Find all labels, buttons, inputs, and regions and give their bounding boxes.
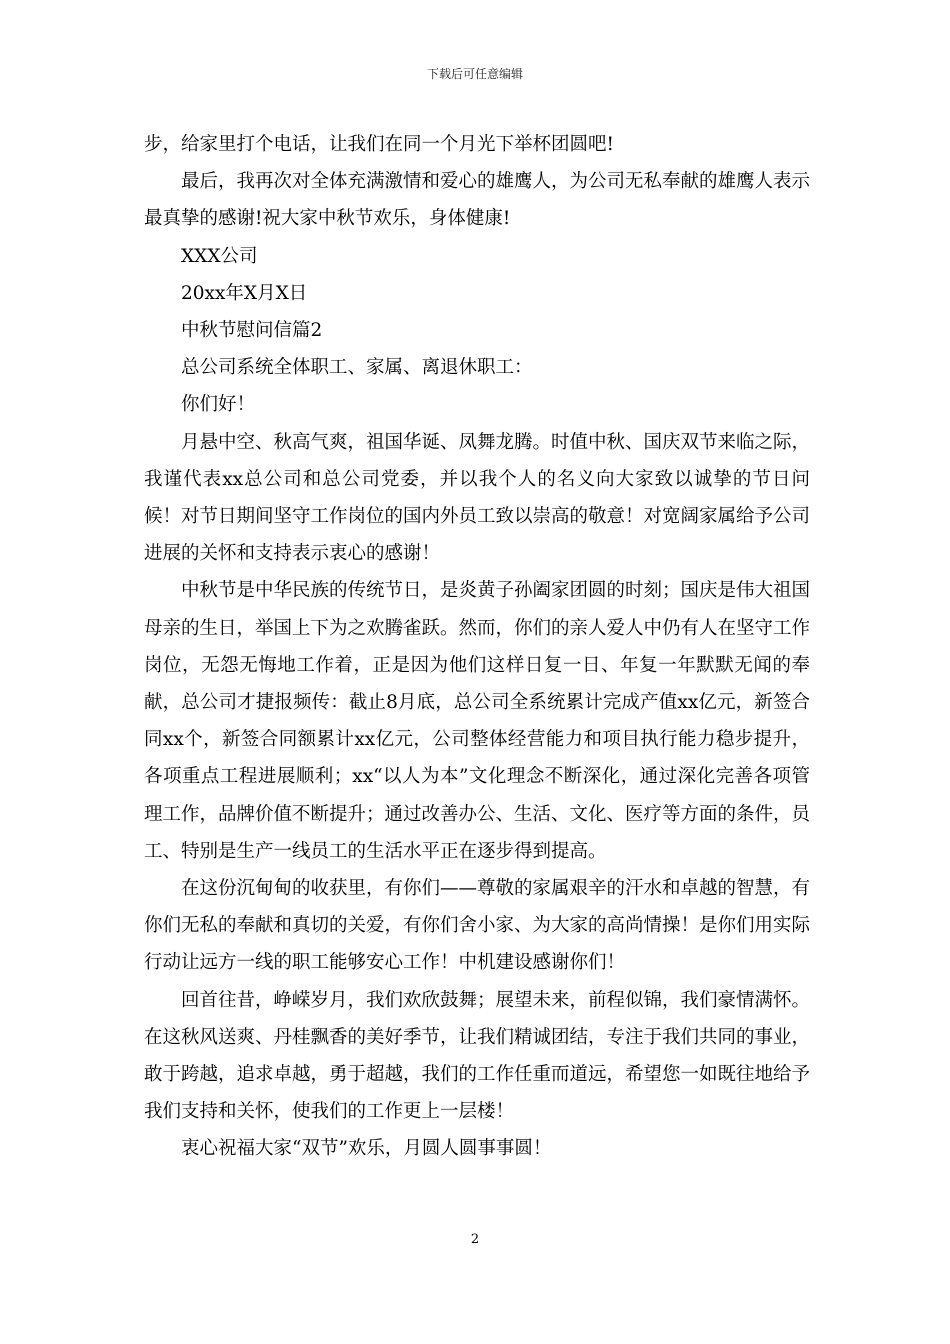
- section-title: 中秋节慰问信篇2: [181, 320, 323, 342]
- paragraph: 步，给家里打个电话，让我们在同一个月光下举杯团圆吧!: [144, 134, 614, 155]
- document-body: [144, 126, 810, 1168]
- date-line: 20xx年X月X日: [181, 282, 308, 304]
- paragraph: 月悬中空、秋高气爽，祖国华诞、凤舞龙腾。时值中秋、国庆双节来临之际，我谨代表xx总公司和总公司党委，并以我个人的名义向大家致以诚挚的节日问候！对节日期间坚守工作岗位的国内外员工致以崇高的敬意！对宽阔家属给予公司进展的关怀和支持表示衷心的感谢！: [144, 431, 811, 565]
- page-header: 下载后可任意编辑: [426, 67, 523, 81]
- paragraph: 回首往昔，峥嵘岁月，我们欢欣鼓舞；展望未来，前程似锦，我们豪情满怀。在这秋风送爽、丹桂飘香的美好季节，让我们精诚团结，专注于我们共同的事业，敢于跨越，追求卓越，勇于超越，我们的工作任重而道远，希望您一如既往地给予我们支持和关怀，使我们的工作更上一层楼！: [144, 989, 811, 1123]
- salutation: 总公司系统全体职工、家属、离退休职工：: [181, 357, 533, 379]
- company-signature: XXX公司: [181, 245, 258, 267]
- paragraph: 在这份沉甸甸的收获里，有你们——尊敬的家属艰辛的汗水和卓越的智慧，有你们无私的奉献和真切的关爱，有你们舍小家、为大家的高尚情操！是你们用实际行动让远方一线的职工能够安心工作！中机建设感谢你们！: [144, 878, 811, 974]
- greeting: 你们好！: [181, 394, 256, 416]
- paragraph: 中秋节是中华民族的传统节日，是炎黄子孙阖家团圆的时刻；国庆是伟大祖国母亲的生日，举国上下为之欢腾雀跃。然而，你们的亲人爱人中仍有人在坚守工作岗位，无怨无悔地工作着，正是因为他们这样日复一日、年复一年默默无闻的奉献，总公司才捷报频传：截止8月底，总公司全系统累计完成产值xx亿元，新签合同xx个，新签合同额累计xx亿元，公司整体经营能力和项目执行能力稳步提升，各项重点工程进展顺利；xx“以人为本”文化理念不断深化，通过深化完善各项管理工作，品牌价值不断提升；通过改善办公、生活、文化、医疗等方面的条件，员工、特别是生产一线员工的生活水平正在逐步得到提高。: [144, 580, 811, 862]
- closing-wish: 衷心祝福大家“双节”欢乐，月圆人圆事事圆！: [181, 1138, 552, 1160]
- paragraph: 最后，我再次对全体充满激情和爱心的雄鹰人，为公司无私奉献的雄鹰人表示最真挚的感谢!祝大家中秋节欢乐，身体健康!: [144, 171, 811, 230]
- page-number: 2: [470, 1232, 480, 1247]
